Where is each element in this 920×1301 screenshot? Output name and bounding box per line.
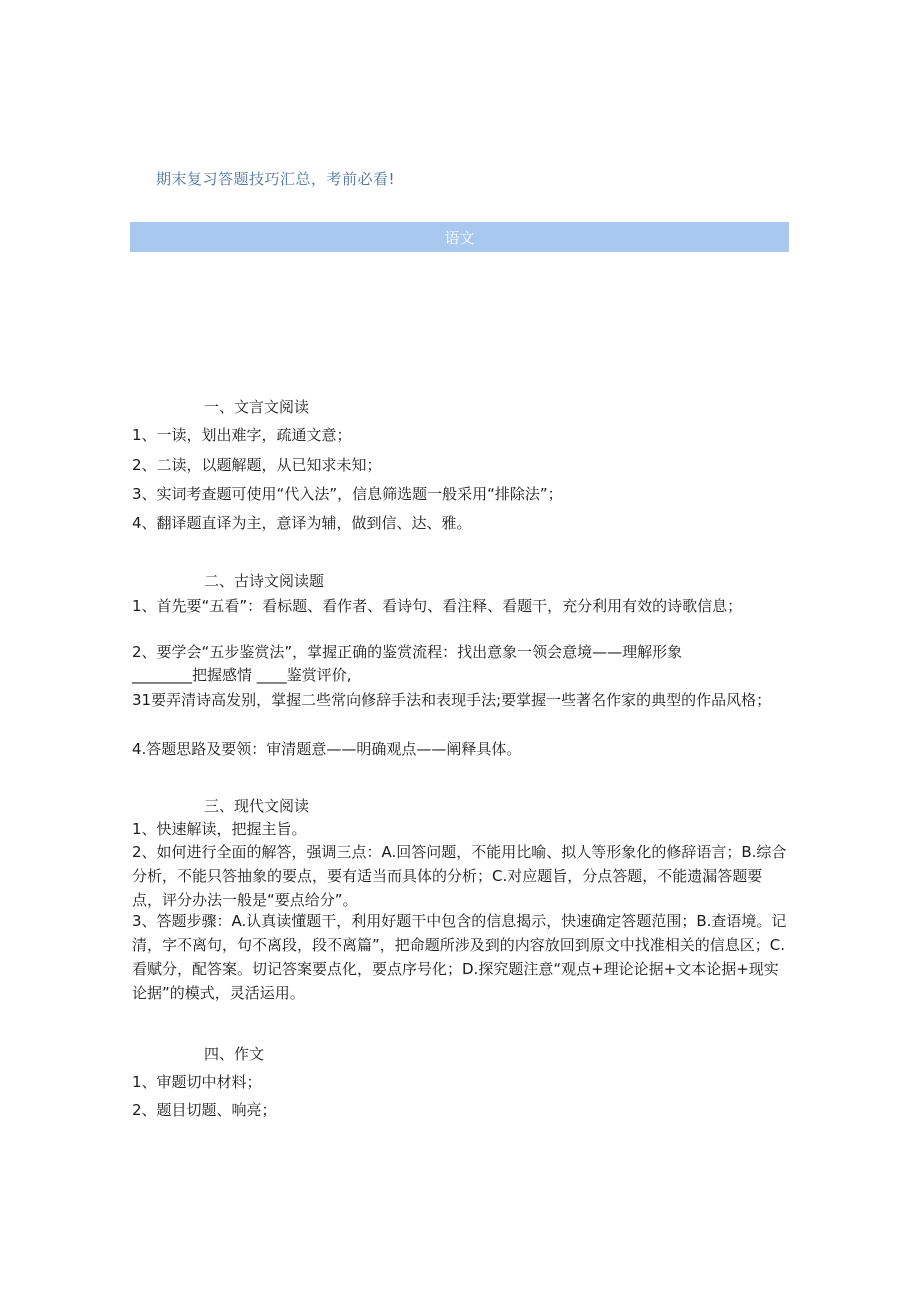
list-item: ________把握感情 ____鉴赏评价, bbox=[132, 666, 352, 684]
section-heading-classical-chinese: 一、文言文阅读 bbox=[204, 398, 310, 416]
list-item: 2、二读，以题解题，从已知求未知； bbox=[132, 456, 382, 474]
list-item: 1、首先要“五看”：看标题、看作者、看诗句、看注释、看题干，充分利用有效的诗歌信息； bbox=[132, 597, 743, 615]
list-item: 2、如何进行全面的解答，强调三点：A.回答问题，不能用比喻、拟人等形象化的修辞语言；B.综合分析，不能只答抽象的要点，要有适当而具体的分析；C.对应题旨，分点答题，不能遗漏答题要点，评分办法一般是“要点给分”。 bbox=[132, 843, 787, 909]
section-heading-composition: 四、作文 bbox=[204, 1045, 265, 1063]
list-item: 1、快速解读，把握主旨。 bbox=[132, 820, 307, 838]
section-heading-ancient-poetry: 二、古诗文阅读题 bbox=[204, 572, 325, 590]
subject-banner: 语文 bbox=[130, 222, 789, 252]
list-item: 1、审题切中材料； bbox=[132, 1073, 262, 1091]
list-item: 2、要学会“五步鉴赏法”，掌握正确的鉴赏流程：找出意象一领会意境——理解形象 bbox=[132, 643, 683, 661]
list-item: 4、翻译题直译为主，意译为辅，做到信、达、雅。 bbox=[132, 514, 472, 532]
section-heading-modern-reading: 三、现代文阅读 bbox=[204, 797, 310, 815]
list-item: 3、答题步骤：A.认真读懂题干，利用好题干中包含的信息揭示，快速确定答题范围；B.查语境。记清，字不离句，句不离段，段不离篇”，把命题所涉及到的内容放回到原文中找准相关的信息区；C.看赋分，配答案。切记答案要点化，要点序号化；D.探究题注意“观点+理论论据+文本论据+现实论据”的模式，灵活运用。 bbox=[132, 912, 787, 1002]
list-item: 1、一读，划出难字，疏通文意； bbox=[132, 426, 352, 444]
list-item: 4.答题思路及要领：审清题意——明确观点——阐释具体。 bbox=[132, 740, 522, 758]
document-title: 期末复习答题技巧汇总，考前必看! bbox=[156, 170, 396, 188]
list-item: 31要弄清诗高发别，掌握二些常向修辞手法和表现手法;要掌握一些著名作家的典型的作品风格； bbox=[132, 691, 772, 709]
list-item: 2、题目切题、响亮； bbox=[132, 1101, 277, 1119]
list-item: 3、实词考查题可使用“代入法”，信息筛选题一般采用“排除法”； bbox=[132, 485, 563, 503]
